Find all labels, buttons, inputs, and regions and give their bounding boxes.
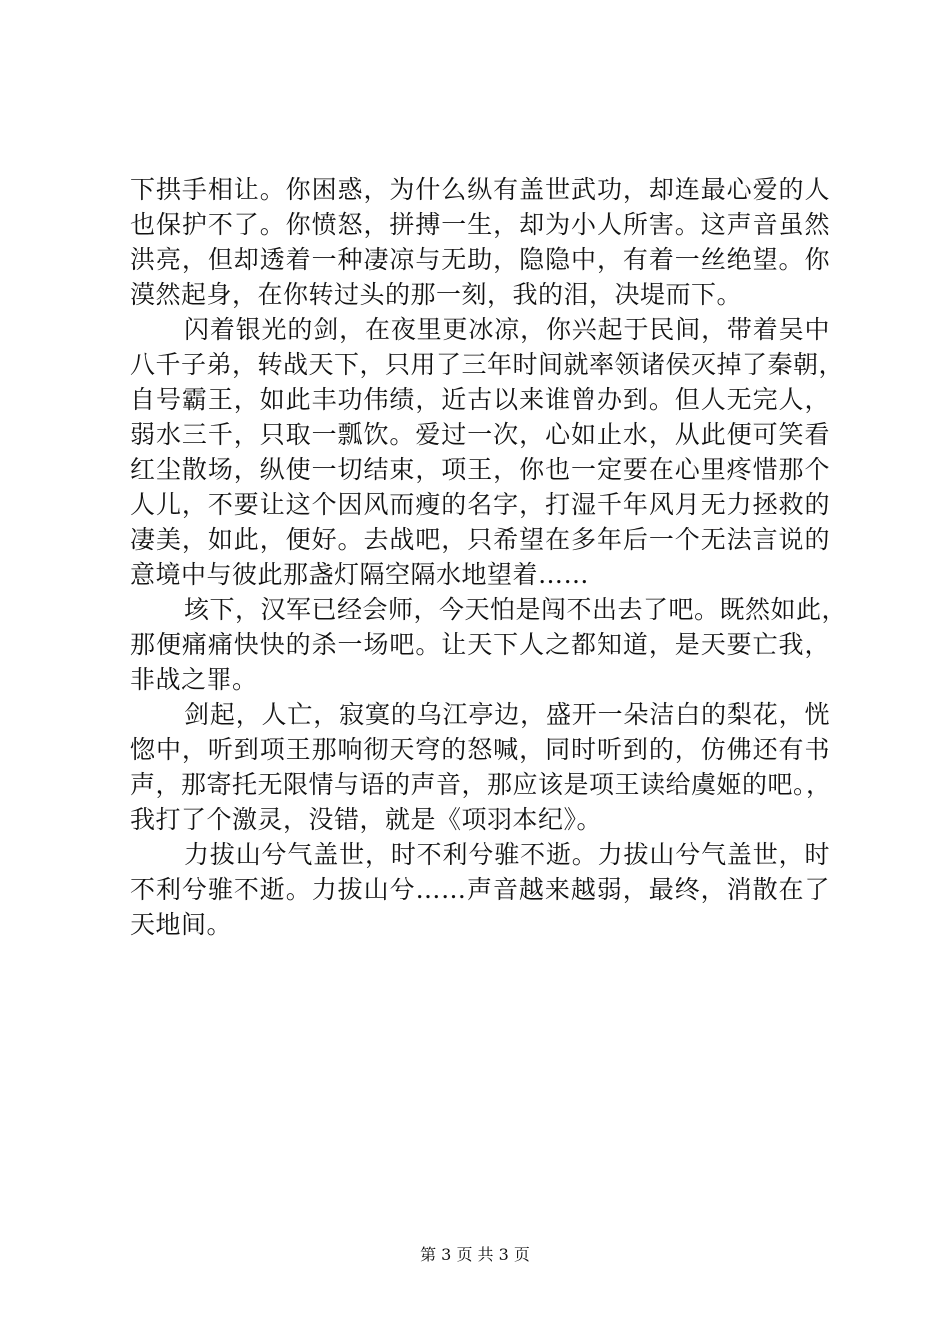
text-line: 天地间。 (130, 910, 233, 939)
text-line: 非战之罪。 (130, 665, 258, 694)
text-line: 垓下，汉军已经会师，今天怕是闯不出去了吧。既然如此， (184, 595, 848, 624)
paragraph (130, 172, 830, 312)
document-body (130, 172, 848, 942)
text-line: 洪亮，但却透着一种凄凉与无助，隐隐中，有着一丝绝望。你 (130, 245, 830, 274)
page-number-label: 第 3 页 共 3 页 (420, 1245, 530, 1264)
page-footer (0, 1244, 950, 1266)
text-line: 意境中与彼此那盏灯隔空隔水地望着…… (130, 560, 590, 589)
text-line: 闪着银光的剑，在夜里更冰凉，你兴起于民间，带着吴中 (184, 315, 830, 344)
text-line: 自号霸王，如此丰功伟绩，近古以来谁曾办到。但人无完人， (130, 385, 830, 414)
paragraph (130, 697, 830, 837)
text-line: 下拱手相让。你困惑，为什么纵有盖世武功，却连最心爱的人 (130, 175, 830, 204)
text-line: 漠然起身，在你转过头的那一刻，我的泪，决堤而下。 (130, 280, 743, 309)
text-line: 也保护不了。你愤怒，拼搏一生，却为小人所害。这声音虽然 (130, 210, 830, 239)
text-line: 力拔山兮气盖世，时不利兮骓不逝。力拔山兮气盖世，时 (184, 840, 830, 869)
text-line: 我打了个激灵，没错，就是《项羽本纪》。 (130, 805, 603, 834)
paragraph (130, 592, 848, 697)
text-line: 那便痛痛快快的杀一场吧。让天下人之都知道，是天要亡我， (130, 630, 830, 659)
text-line: 八千子弟，转战天下，只用了三年时间就率领诸侯灭掉了秦朝， (130, 350, 845, 379)
text-line: 弱水三千，只取一瓢饮。爱过一次，心如止水，从此便可笑看 (130, 420, 830, 449)
text-line: 惚中，听到项王那响彻天穹的怒喊，同时听到的，仿佛还有书 (130, 735, 830, 764)
text-line: 剑起，人亡，寂寞的乌江亭边，盛开一朵洁白的梨花，恍 (184, 700, 830, 729)
text-line: 红尘散场，纵使一切结束，项王，你也一定要在心里疼惜那个 (130, 455, 830, 484)
text-line: 不利兮骓不逝。力拔山兮……声音越来越弱，最终，消散在了 (130, 875, 830, 904)
text-line: 人儿，不要让这个因风而瘦的名字，打湿千年风月无力拯救的 (130, 490, 830, 519)
text-line: 声，那寄托无限情与语的声音，那应该是项王读给虞姬的吧。， (130, 770, 832, 799)
paragraph (130, 837, 830, 942)
text-line: 凄美，如此，便好。去战吧，只希望在多年后一个无法言说的 (130, 525, 830, 554)
paragraph (130, 312, 845, 592)
